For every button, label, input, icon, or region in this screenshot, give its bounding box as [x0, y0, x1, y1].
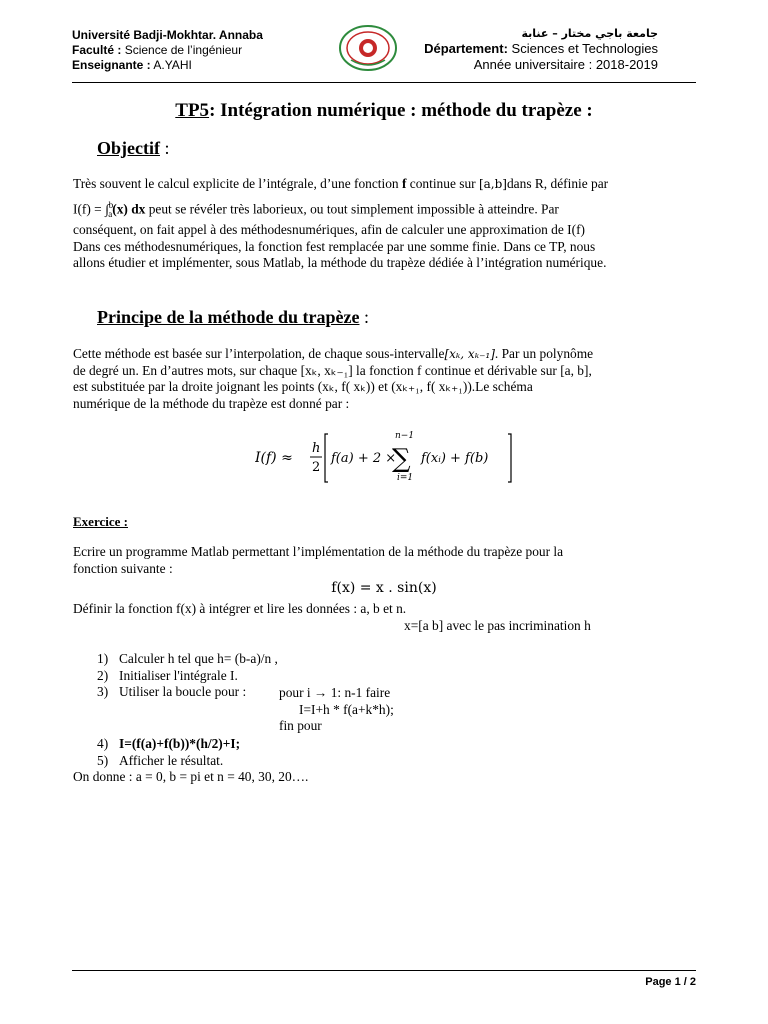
academic-year: Année universitaire : 2018-2019 [473, 57, 658, 72]
trapezoid-formula [255, 430, 525, 486]
formula-tail: f(xᵢ) + f(b) [421, 451, 489, 466]
list-item: 2) Initialiser l'intégrale I. [97, 667, 238, 683]
list-item: 1) Calculer h tel que h= (b-a)/n , [97, 651, 278, 666]
formula-h: h [312, 441, 321, 456]
university-logo [337, 22, 399, 74]
exercice-heading: Exercice : [73, 514, 128, 529]
list-item: 4) I=(f(a)+f(b))*(h/2)+I; [97, 736, 241, 751]
formula-sum-top: n−1 [395, 431, 415, 441]
objectif-heading: Objectif : [97, 138, 170, 158]
list-item: 5) Afficher le résultat. [97, 752, 224, 768]
principe-paragraph: Cette méthode est basée sur l’interpolation, de chaque sous-intervalle[xₖ, xₖ₋₁]. Par un polynôme de degré un. En d’autres mots, sur chaque [xₖ, xₖ₋₁] la fonction f continue et dérivable sur [a, b], est substituée par la droite joignant les points (xₖ, f( xₖ)) et (xₖ₊₁, f( xₖ₊₁)).Le schéma numérique de la méthode du trapèze est donné par : [73, 346, 594, 411]
loop-block: pour i → 1: n-1 faire I=I+h * f(a+k*h); fin pour [279, 685, 394, 733]
header-divider [72, 82, 696, 83]
list-item: 3) Utiliser la boucle pour : [97, 684, 247, 699]
exercice-intro: Ecrire un programme Matlab permettant l’implémentation de la méthode du trapèze pour la fonction suivante : [73, 544, 564, 576]
formula-lhs: I(f) ≈ [255, 450, 293, 466]
teacher-line: Enseignante : A.YAHI [72, 58, 192, 72]
formula-body: f(a) + 2 × [331, 451, 397, 466]
formula-sum-bottom: i=1 [397, 473, 414, 483]
department-line: Département: Sciences et Technologies [424, 41, 658, 56]
function-definition: f(x) = x . sin(x) [331, 580, 437, 596]
formula-2: 2 [312, 460, 321, 475]
page-title: TP5: Intégration numérique : méthode du trapèze : [175, 100, 593, 121]
svg-text:∑: ∑ [392, 444, 411, 474]
page-number: Page 1 / 2 [645, 976, 696, 988]
given-values: On donne : a = 0, b = pi et n = 40, 30, 20…. [73, 769, 309, 784]
arabic-university-name: جامعة باجي مختار – عنابة [521, 27, 658, 40]
exercice-step-line: x=[a b] avec le pas incrimination h [404, 618, 591, 633]
footer-divider [72, 970, 696, 971]
principe-heading: Principe de la méthode du trapèze : [97, 307, 369, 327]
university-name: Université Badji-Mokhtar. Annaba [72, 28, 263, 42]
exercice-data-line: Définir la fonction f(x) à intégrer et lire les données : a, b et n. [73, 601, 407, 616]
steps-list [97, 651, 278, 701]
objectif-paragraph: Très souvent le calcul explicite de l’intégrale, d’une fonction f continue sur [a,b]dans R, définie par I(f) = ∫$^b_a$(x) dx peut se révéler très laborieux, ou tout simplement impossible à atteindre. Par conséquent, on fait appel à des méthodesnumériques, afin de calculer une approximation de I(f) Dans ces méthodesnumériques, la fonction fest remplacée par une somme finie. Dans ce TP, nous allons étudier et implémenter, sous Matlab, la méthode du trapèze dédiée à l’intégration numérique. [73, 176, 609, 271]
faculty-line: Faculté : Science de l’ingénieur [72, 43, 243, 57]
steps-list-continued [97, 736, 240, 769]
